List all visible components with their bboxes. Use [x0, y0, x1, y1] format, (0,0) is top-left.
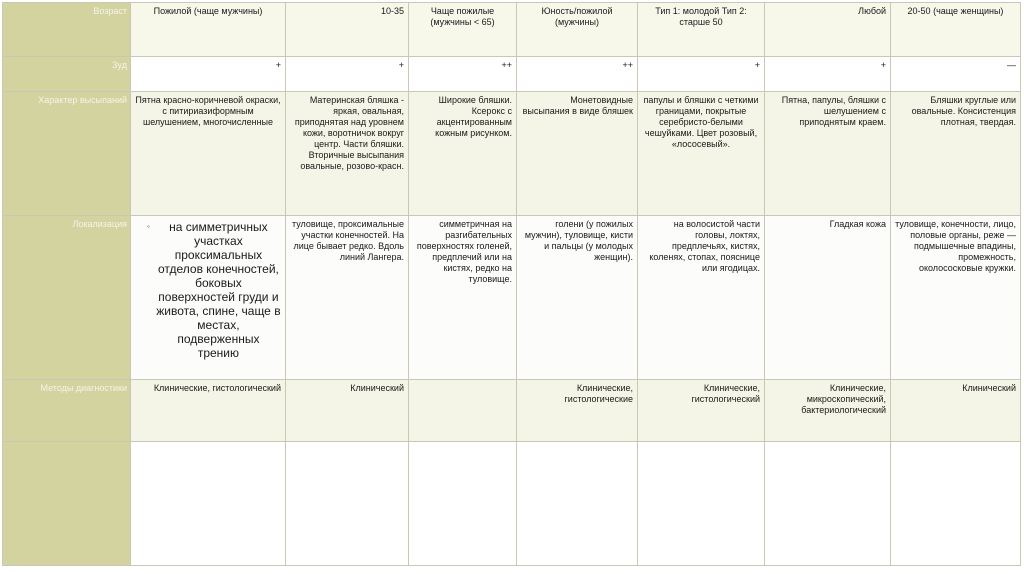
cell-diag-7: Клинический [891, 380, 1021, 442]
bullet-item [135, 219, 281, 360]
row-empty [3, 442, 1021, 566]
cell-age-3: Чаще пожилые (мужчины < 65) [409, 3, 517, 57]
cell-loc-7: туловище, конечности, лицо, половые органы, реже — подмышечные впадины, промежность, околососковые кружки. [891, 216, 1021, 380]
cell-empty-2 [286, 442, 409, 566]
row-rash [3, 92, 1021, 216]
cell-loc-1 [131, 216, 286, 380]
cell-itch-6: + [765, 57, 891, 92]
cell-age-7: 20-50 (чаще женщины) [891, 3, 1021, 57]
cell-age-4: Юность/пожилой (мужчины) [517, 3, 638, 57]
cell-rash-4: Монетовидные высыпания в виде бляшек [517, 92, 638, 216]
cell-diag-1: Клинические, гистологический [131, 380, 286, 442]
cell-age-5: Тип 1: молодой Тип 2: старше 50 [638, 3, 765, 57]
row-age [3, 3, 1021, 57]
cell-loc-1-text: на симметричных участках проксимальных отделов конечностей, боковых поверхностей груди и живота, спине, чаще в местах, подверженных трению [156, 220, 281, 360]
cell-empty-4 [517, 442, 638, 566]
cell-loc-5: на волосистой части головы, локтях, предплечьях, кистях, коленях, стопах, пояснице или ягодицах. [638, 216, 765, 380]
cell-itch-7: — [891, 57, 1021, 92]
row-header-age: Возраст [3, 3, 131, 57]
row-diagnostics [3, 380, 1021, 442]
comparison-table [2, 2, 1021, 566]
row-header-diagnostics: Методы диагностики [3, 380, 131, 442]
cell-rash-3: Широкие бляшки. Ксерокс с акцентированным кожным рисунком. [409, 92, 517, 216]
row-header-rash: Характер высыпаний [3, 92, 131, 216]
cell-age-1: Пожилой (чаще мужчины) [131, 3, 286, 57]
cell-diag-2: Клинический [286, 380, 409, 442]
row-localization [3, 216, 1021, 380]
cell-empty-1 [131, 442, 286, 566]
row-header-itch: Зуд [3, 57, 131, 92]
row-header-localization: Локализация [3, 216, 131, 380]
row-header-empty [3, 442, 131, 566]
cell-loc-2: туловище, проксимальные участки конечностей. На лице бывает редко. Вдоль линий Лангера. [286, 216, 409, 380]
cell-itch-1: + [131, 57, 286, 92]
cell-itch-5: + [638, 57, 765, 92]
cell-empty-5 [638, 442, 765, 566]
cell-rash-5: папулы и бляшки с четкими границами, покрытые серебристо-белыми чешуйками. Цвет розовый, «лососевый». [638, 92, 765, 216]
cell-loc-6: Гладкая кожа [765, 216, 891, 380]
cell-rash-6: Пятна, папулы, бляшки с шелушением с приподнятым краем. [765, 92, 891, 216]
cell-empty-3 [409, 442, 517, 566]
cell-empty-6 [765, 442, 891, 566]
cell-diag-3 [409, 380, 517, 442]
cell-rash-1: Пятна красно-коричневой окраски, с питириазиформным шелушением, многочисленные [131, 92, 286, 216]
cell-diag-6: Клинические, микроскопический, бактериологический [765, 380, 891, 442]
cell-empty-7 [891, 442, 1021, 566]
bullet-icon: ◦ [147, 222, 150, 231]
row-itch [3, 57, 1021, 92]
cell-diag-5: Клинические, гистологический [638, 380, 765, 442]
cell-age-6: Любой [765, 3, 891, 57]
cell-itch-4: ++ [517, 57, 638, 92]
cell-diag-4: Клинические, гистологические [517, 380, 638, 442]
cell-rash-2: Материнская бляшка - яркая, овальная, приподнятая над уровнем кожи, воротничок вокруг центр. Части бляшки. Вторичные высыпания овальные, розово-красн. [286, 92, 409, 216]
cell-loc-4: голени (у пожилых мужчин), туловище, кисти и пальцы (у молодых женщин). [517, 216, 638, 380]
cell-itch-3: ++ [409, 57, 517, 92]
cell-rash-7: Бляшки круглые или овальные. Консистенция плотная, твердая. [891, 92, 1021, 216]
cell-loc-3: симметричная на разгибательных поверхностях голеней, предплечий или на кистях, редко на туловище. [409, 216, 517, 380]
cell-itch-2: + [286, 57, 409, 92]
cell-age-2: 10-35 [286, 3, 409, 57]
